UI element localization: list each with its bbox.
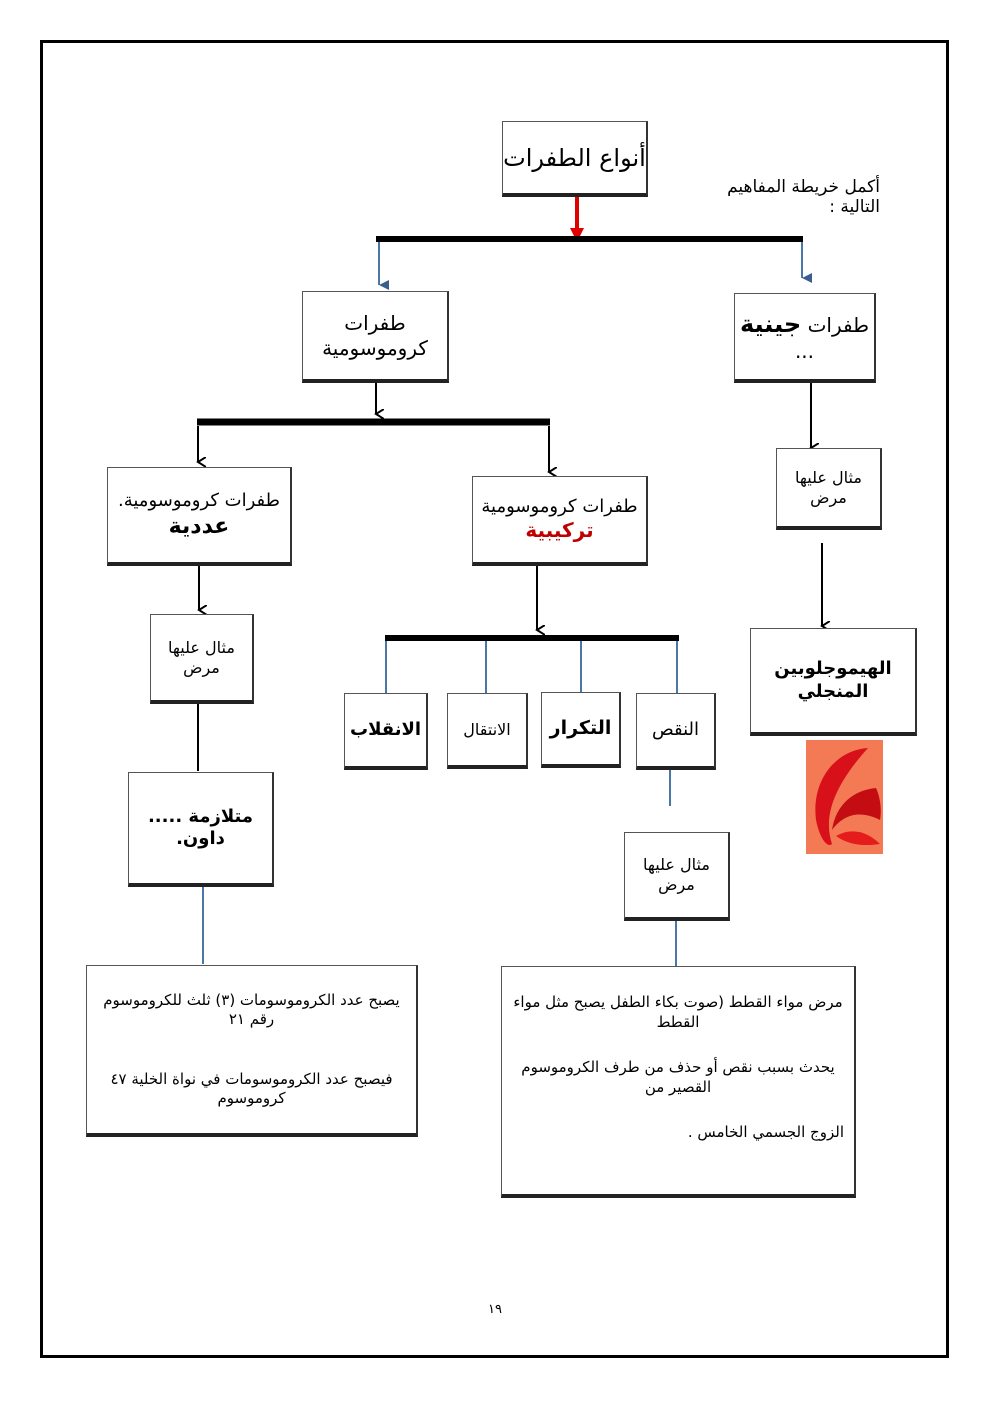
structural-description-box — [501, 966, 856, 1198]
numerical-description-line: يصبح عدد الكروموسومات (٣) ثلث للكروموسوم رقم ٢١ — [103, 990, 400, 1028]
numerical-description-box — [86, 965, 418, 1137]
structural-prefix: طفرات كروموسومية — [481, 495, 638, 517]
numerical-answer: عددية — [168, 513, 230, 539]
structural-description-line: يحدث بسبب نقص أو حذف من طرف الكروموسوم القصير من — [521, 1058, 835, 1096]
type-translocation-label: الانتقال — [463, 719, 511, 739]
chromosomal-label: طفرات كروموسومية — [322, 310, 428, 360]
type-deletion — [636, 693, 716, 770]
sickle-cell-image — [806, 740, 883, 854]
numerical-example-label: مثال عليها مرض — [168, 637, 235, 677]
gene-answer: جينية — [739, 310, 802, 338]
syndrome-node — [128, 772, 274, 887]
type-inversion — [344, 693, 428, 770]
gene-disease-label: الهيموجلوبين المنجلي — [774, 658, 892, 702]
numerical-example-node — [150, 614, 254, 704]
structural-example-node — [624, 832, 730, 921]
syndrome-label: متلازمة ..... داون. — [147, 805, 254, 849]
gene-example-label: مثال عليها مرض — [795, 467, 862, 507]
structural-node — [472, 476, 648, 566]
numerical-node: طفرات كروموسومية. عددية — [107, 467, 292, 566]
type-duplication — [541, 692, 621, 768]
page-number: ١٩ — [488, 1302, 502, 1317]
chromosomal-node — [302, 291, 449, 383]
root-node — [502, 121, 648, 197]
structural-example-label: مثال عليها مرض — [643, 855, 710, 894]
gene-node — [734, 293, 876, 383]
type-deletion-label: النقص — [651, 718, 700, 740]
numerical-prefix: طفرات كروموسومية — [123, 490, 280, 511]
gene-example-node — [776, 448, 882, 530]
type-inversion-label: الانقلاب — [349, 718, 422, 740]
structural-description-line: مرض مواء القطط (صوت بكاء الطفل يصبح مثل مواء القطط — [513, 993, 843, 1031]
root-label: أنواع الطفرات — [503, 143, 646, 172]
structural-description-line: الزوج الجسمي الخامس . — [687, 1123, 844, 1141]
type-duplication-label: التكرار — [549, 716, 612, 739]
type-translocation — [447, 693, 528, 769]
gene-disease-node — [750, 628, 917, 736]
gene-prefix: طفرات — [807, 313, 870, 337]
numerical-description-line: فيصبح عدد الكروموسومات في نواة الخلية ٤٧ كروموسوم — [110, 1069, 393, 1107]
structural-answer: تركيبية — [525, 518, 594, 542]
gene-suffix: ... — [794, 339, 815, 363]
instruction-text: أكمل خريطة المفاهيم التالية : — [727, 177, 880, 217]
